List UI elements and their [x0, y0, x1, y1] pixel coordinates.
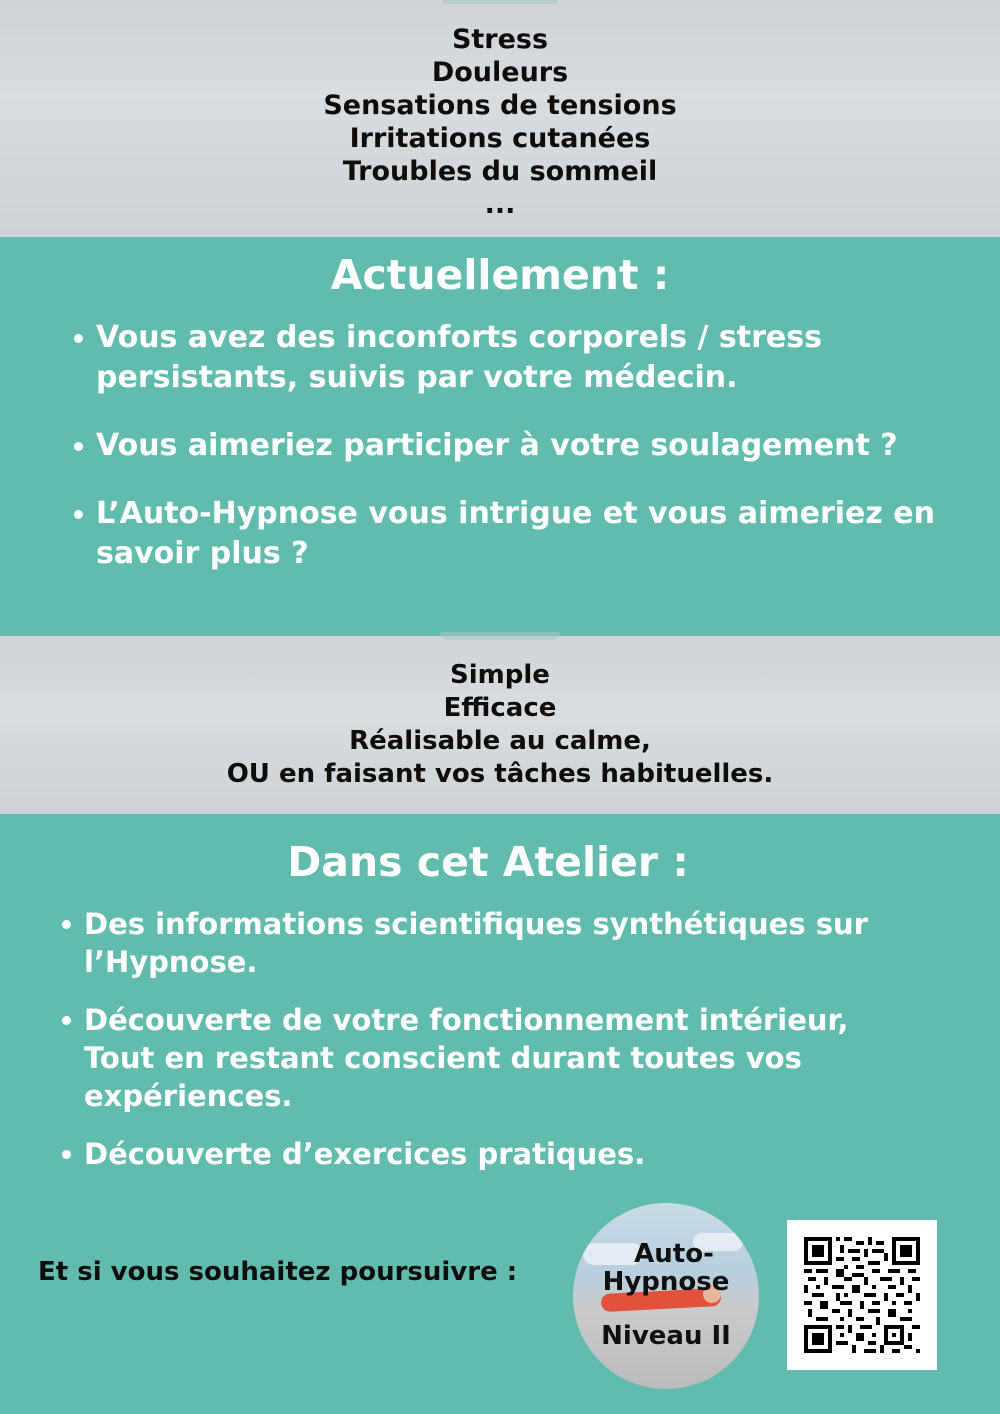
bullet-icon [74, 510, 83, 519]
list-item [84, 1001, 920, 1115]
symptom-item: Troubles du sommeil [342, 155, 658, 187]
benefit-item: Réalisable au calme, [349, 726, 651, 756]
decorative-arc [440, 632, 560, 640]
benefit-item: Efficace [443, 693, 557, 723]
badge-line2: Hypnose [602, 1267, 730, 1297]
qr-code[interactable] [787, 1220, 937, 1370]
symptoms-band [0, 0, 1000, 237]
bullet-icon [62, 1150, 71, 1159]
bullet-text: Vous avez des inconforts corporels / stress persistants, suivis par votre médecin. [96, 320, 822, 395]
level-two-badge [573, 1203, 759, 1389]
continue-prompt: Et si vous souhaitez poursuivre : [38, 1257, 518, 1287]
benefits-band [0, 636, 1000, 814]
symptom-ellipsis: ... [484, 188, 516, 220]
atelier-title: Dans cet Atelier : [287, 838, 689, 886]
list-item [96, 494, 940, 574]
symptom-item: Sensations de tensions [323, 89, 677, 121]
qr-code-icon [804, 1237, 920, 1353]
bullet-text: Découverte d’exercices pratiques. [84, 1137, 646, 1171]
symptom-item: Douleurs [431, 56, 569, 88]
bullet-icon [62, 1016, 71, 1025]
decorative-arc [440, 0, 560, 4]
benefit-item: Simple [450, 660, 550, 690]
symptom-item: Irritations cutanées [349, 122, 651, 154]
list-item [96, 318, 940, 398]
bullet-text: Vous aimeriez participer à votre soulagement ? [96, 428, 898, 463]
bullet-icon [62, 920, 71, 929]
actuellement-list [0, 318, 1000, 574]
bullet-icon [74, 334, 83, 343]
bullet-text: Des informations scientifiques synthétiques sur l’Hypnose. [84, 907, 868, 979]
actuellement-section [0, 237, 1000, 636]
list-item [84, 905, 920, 981]
list-item [84, 1135, 920, 1173]
bullet-icon [74, 442, 83, 451]
symptom-item: Stress [451, 23, 549, 55]
bullet-text: Découverte de votre fonctionnement intérieur, Tout en restant conscient durant toutes vos expériences. [84, 1003, 849, 1113]
benefit-item: OU en faisant vos tâches habituelles. [226, 759, 774, 789]
badge-line3: Niveau II [601, 1321, 731, 1351]
actuellement-title: Actuellement : [330, 251, 670, 299]
bullet-text: L’Auto-Hypnose vous intrigue et vous aimeriez en savoir plus ? [96, 496, 935, 571]
atelier-list [0, 905, 1000, 1173]
badge-line1: Auto- [634, 1239, 714, 1269]
list-item [96, 426, 940, 466]
